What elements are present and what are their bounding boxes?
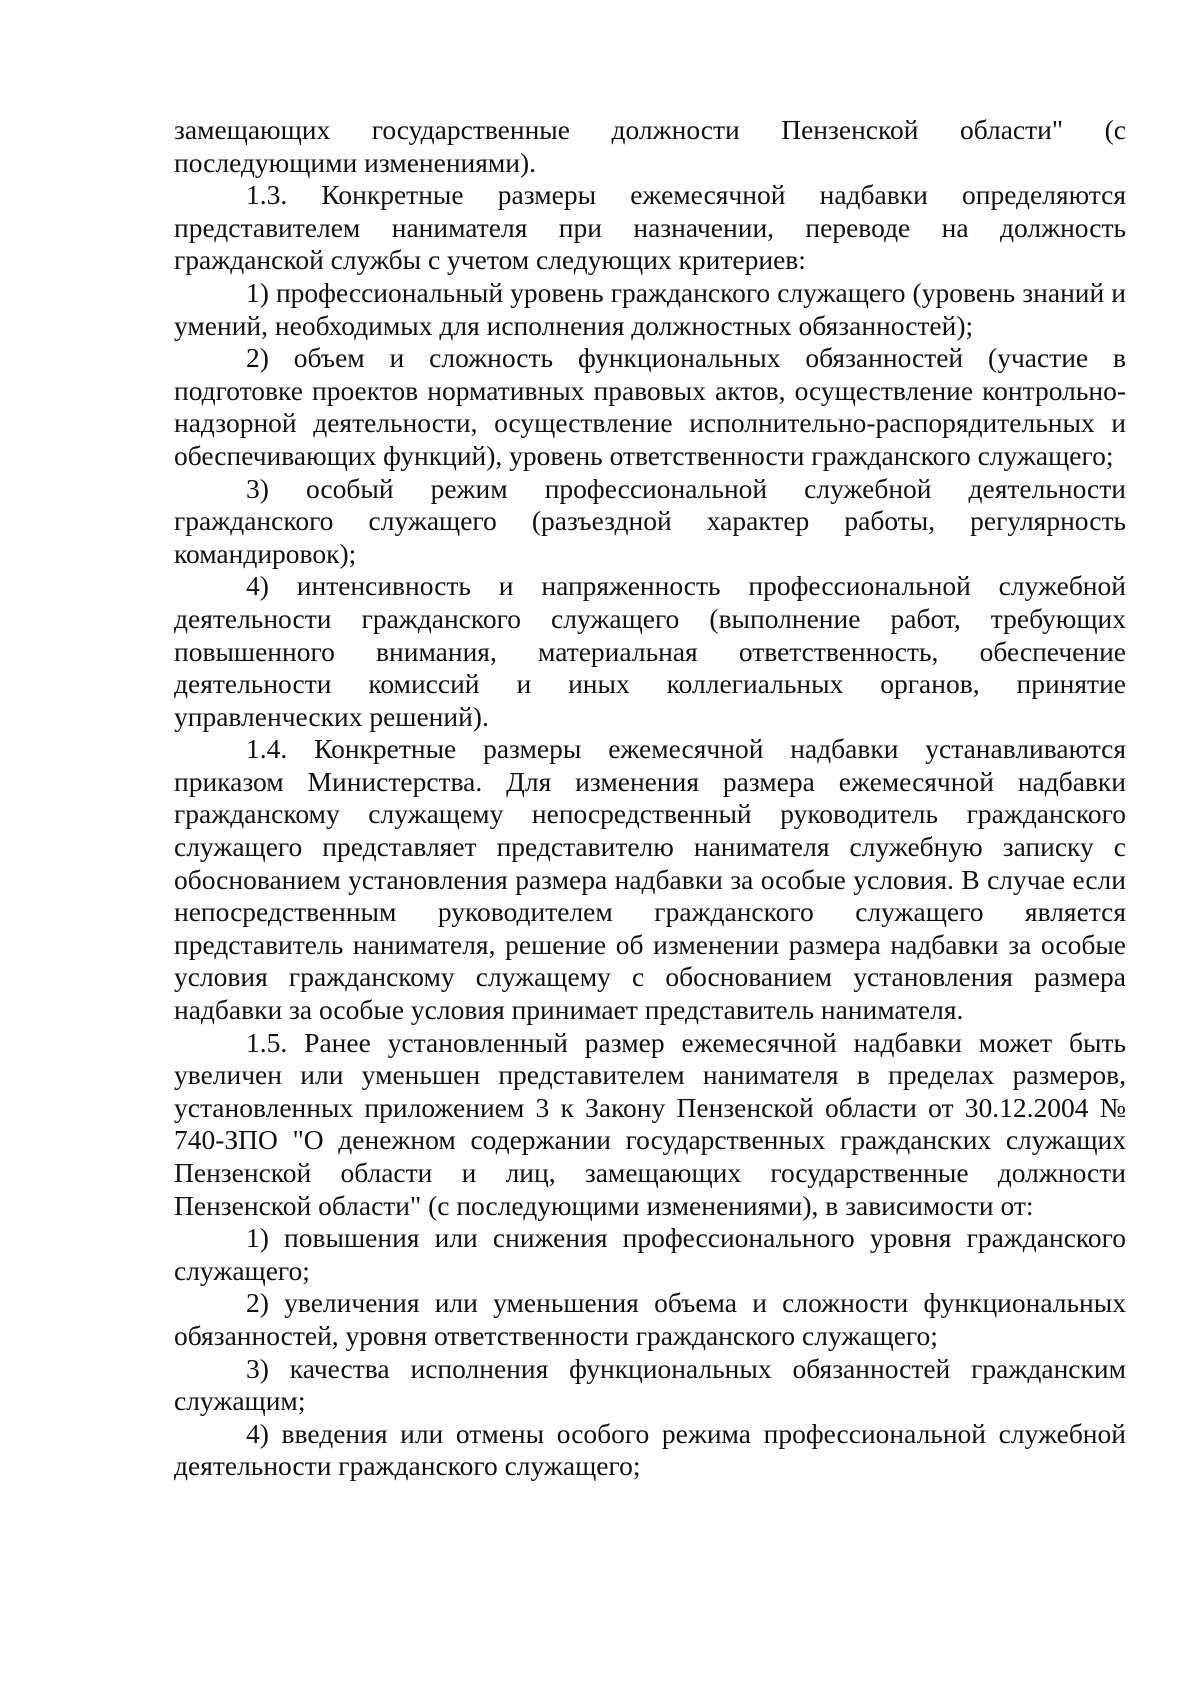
criterion-4: 4) интенсивность и напряженность профессиональной служебной деятельности гражданского служащего (выполнение работ, требующих повышенного внимания, материальная ответственность, обеспечение деятельности комиссий и иных коллегиальных органов, принятие управленческих решений). [174, 570, 1126, 732]
condition-4: 4) введения или отмены особого режима профессиональной служебной деятельности гражданского служащего; [174, 1417, 1126, 1482]
paragraph-1-3: 1.3. Конкретные размеры ежемесячной надбавки определяются представителем нанимателя при назначении, переводе на должность гражданской службы с учетом следующих критериев: [174, 179, 1126, 276]
document-page [174, 114, 1126, 1483]
condition-3: 3) качества исполнения функциональных обязанностей гражданским служащим; [174, 1352, 1126, 1417]
criterion-3: 3) особый режим профессиональной служебной деятельности гражданского служащего (разъездной характер работы, регулярность командировок); [174, 472, 1126, 569]
condition-1: 1) повышения или снижения профессионального уровня гражданского служащего; [174, 1222, 1126, 1286]
paragraph-1-4: 1.4. Конкретные размеры ежемесячной надбавки устанавливаются приказом Министерства. Для изменения размера ежемесячной надбавки гражданскому служащему непосредственный руководитель гражданского служащего представляет представителю нанимателя служебную записку с обоснованием установления размера надбавки за особые условия. В случае если непосредственным руководителем гражданского служащего является представитель нанимателя, решение об изменении размера надбавки за особые условия гражданскому служащему с обоснованием установления размера надбавки за особые условия принимает представитель нанимателя. [174, 733, 1126, 1026]
criterion-1: 1) профессиональный уровень гражданского служащего (уровень знаний и умений, необходимых для исполнения должностных обязанностей); [174, 276, 1126, 341]
criterion-2: 2) объем и сложность функциональных обязанностей (участие в подготовке проектов нормативных правовых актов, осуществление контрольно-надзорной деятельности, осуществление исполнительно-распорядительных и обеспечивающих функций), уровень ответственности гражданского служащего; [174, 342, 1126, 471]
paragraph-1-5: 1.5. Ранее установленный размер ежемесячной надбавки может быть увеличен или уменьшен представителем нанимателя в пределах размеров, установленных приложением 3 к Закону Пензенской области от 30.12.2004 № 740-ЗПО "О денежном содержании государственных гражданских служащих Пензенской области и лиц, замещающих государственные должности Пензенской области" (с последующими изменениями), в зависимости от: [174, 1026, 1126, 1221]
condition-2: 2) увеличения или уменьшения объема и сложности функциональных обязанностей, уровня ответственности гражданского служащего; [174, 1287, 1126, 1351]
paragraph-continuation: замещающих государственные должности Пензенской области" (с последующими изменениями). [174, 114, 1126, 178]
